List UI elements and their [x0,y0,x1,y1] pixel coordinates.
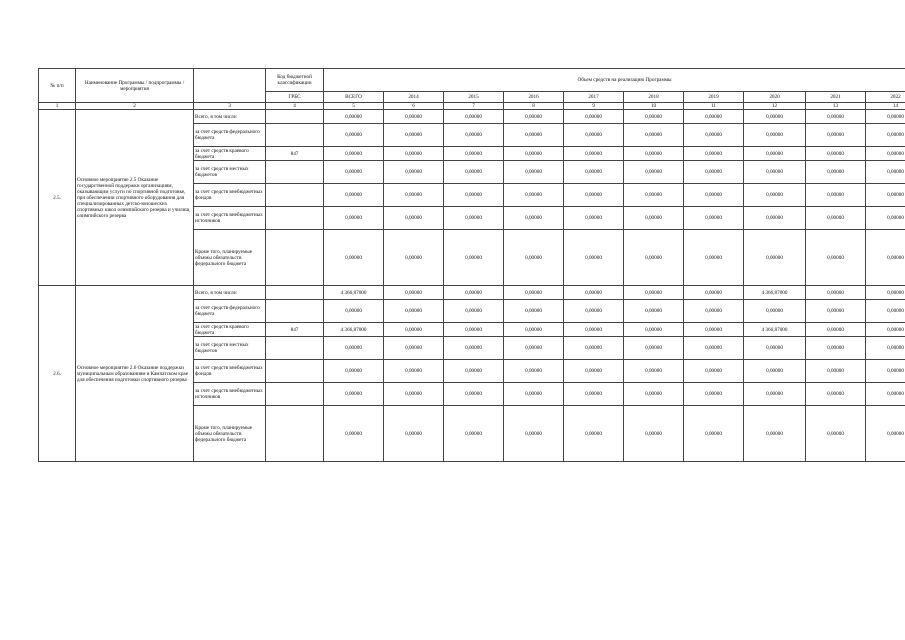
header-col-2021: 2021 [806,92,866,103]
value-year: 0,00000 [744,360,806,383]
value-year: 0,00000 [744,300,806,323]
value-year: 0,00000 [866,124,905,147]
value-year: 0,00000 [564,406,624,462]
value-year: 0,00000 [504,337,564,360]
funding-source: Всего, в том числе: [194,286,266,300]
numbering-cell: 10 [624,103,684,110]
value-year: 0,00000 [504,124,564,147]
value-year: 0,00000 [866,230,905,286]
value-year: 0,00000 [806,383,866,406]
value-year: 0,00000 [684,406,744,462]
value-year: 0,00000 [384,383,444,406]
value-year: 0,00000 [806,207,866,230]
value-year: 0,00000 [806,360,866,383]
value-total: 0,00000 [324,147,384,161]
value-year: 0,00000 [866,300,905,323]
value-year: 0,00000 [744,184,806,207]
value-year: 0,00000 [684,147,744,161]
value-year: 0,00000 [866,286,905,300]
value-year: 0,00000 [444,207,504,230]
value-year: 0,00000 [624,110,684,124]
value-total: 4 366,87000 [324,323,384,337]
value-year: 0,00000 [624,300,684,323]
numbering-cell: 12 [744,103,806,110]
value-year: 0,00000 [806,184,866,207]
numbering-cell: 1 [39,103,76,110]
value-year: 0,00000 [866,184,905,207]
value-total: 0,00000 [324,383,384,406]
numbering-cell: 14 [866,103,905,110]
header-col-2016: 2016 [504,92,564,103]
value-year: 0,00000 [744,161,806,184]
value-year: 0,00000 [444,323,504,337]
value-year: 0,00000 [624,323,684,337]
value-year: 0,00000 [684,323,744,337]
grbs-code [266,161,324,184]
value-total: 0,00000 [324,161,384,184]
value-year: 0,00000 [384,286,444,300]
funding-source: Всего, в том числе: [194,110,266,124]
value-year: 0,00000 [384,207,444,230]
value-year: 0,00000 [444,286,504,300]
value-year: 0,00000 [806,406,866,462]
numbering-cell: 8 [504,103,564,110]
value-year: 0,00000 [684,383,744,406]
grbs-code [266,406,324,462]
numbering-cell: 7 [444,103,504,110]
value-year: 0,00000 [504,323,564,337]
value-total: 4 366,87000 [324,286,384,300]
funding-source: за счет средств краевого бюджета [194,323,266,337]
value-year: 0,00000 [806,110,866,124]
numbering-cell: 4 [266,103,324,110]
value-total: 0,00000 [324,360,384,383]
grbs-code: 847 [266,147,324,161]
value-year: 0,00000 [684,110,744,124]
value-total: 0,00000 [324,337,384,360]
value-year: 0,00000 [866,207,905,230]
value-year: 0,00000 [806,147,866,161]
value-total: 0,00000 [324,230,384,286]
numbering-cell: 13 [806,103,866,110]
value-year: 0,00000 [744,124,806,147]
value-year: 0,00000 [504,300,564,323]
value-year: 0,00000 [504,406,564,462]
value-year: 0,00000 [444,124,504,147]
value-year: 0,00000 [444,230,504,286]
value-year: 0,00000 [504,360,564,383]
table-row [39,110,905,124]
header-empty [194,69,266,103]
funding-source: за счет средств местных бюджетов [194,161,266,184]
value-year: 0,00000 [866,147,905,161]
funding-source: Кроме того, планируемые объемы обязательств федерального бюджета [194,230,266,286]
value-year: 0,00000 [564,337,624,360]
value-total: 0,00000 [324,184,384,207]
value-year: 0,00000 [504,383,564,406]
value-year: 0,00000 [684,337,744,360]
header-funding: Объем средств на реализацию Программы [324,69,905,92]
funding-source: за счет средств федерального бюджета [194,300,266,323]
value-year: 0,00000 [684,161,744,184]
value-year: 0,00000 [444,147,504,161]
value-year: 0,00000 [866,406,905,462]
value-year: 0,00000 [744,383,806,406]
value-year: 0,00000 [444,110,504,124]
value-year: 0,00000 [564,184,624,207]
header-budget-code: Код бюджетной классификации [266,69,324,92]
header-col-2017: 2017 [564,92,624,103]
value-year: 0,00000 [444,406,504,462]
value-total: 0,00000 [324,406,384,462]
value-year: 0,00000 [384,337,444,360]
value-year: 0,00000 [564,300,624,323]
value-year: 0,00000 [564,161,624,184]
grbs-code [266,337,324,360]
header-col-total: ВСЕГО [324,92,384,103]
header-col-2019: 2019 [684,92,744,103]
header-num: № п/п [39,69,76,103]
value-total: 0,00000 [324,110,384,124]
value-year: 0,00000 [624,207,684,230]
value-year: 0,00000 [684,300,744,323]
value-year: 0,00000 [504,286,564,300]
funding-source: Кроме того, планируемые объемы обязательств федерального бюджета [194,406,266,462]
grbs-code [266,383,324,406]
value-year: 0,00000 [624,161,684,184]
value-total: 0,00000 [324,207,384,230]
funding-source: за счет средств внебюджетных источников [194,383,266,406]
program-funding-sheet [38,68,905,462]
value-year: 0,00000 [624,230,684,286]
value-year: 0,00000 [866,383,905,406]
numbering-row [39,103,905,110]
value-year: 0,00000 [684,184,744,207]
value-year: 0,00000 [564,323,624,337]
value-year: 0,00000 [444,300,504,323]
value-year: 0,00000 [384,147,444,161]
program-funding-table [38,68,905,462]
value-year: 0,00000 [564,230,624,286]
value-year: 0,00000 [806,337,866,360]
value-year: 0,00000 [624,383,684,406]
header-name: Наименование Программы / подпрограммы / мероприятия [76,69,194,103]
funding-source: за счет средств федерального бюджета [194,124,266,147]
numbering-cell: 2 [76,103,194,110]
value-year: 0,00000 [384,323,444,337]
value-year: 0,00000 [444,360,504,383]
header-col-2022: 2022 [866,92,905,103]
value-year: 0,00000 [684,286,744,300]
value-year: 0,00000 [564,383,624,406]
value-year: 0,00000 [564,286,624,300]
numbering-cell: 9 [564,103,624,110]
value-year: 0,00000 [504,184,564,207]
value-year: 0,00000 [444,184,504,207]
value-year: 0,00000 [564,360,624,383]
value-total: 0,00000 [324,300,384,323]
numbering-cell: 6 [384,103,444,110]
value-year: 0,00000 [384,161,444,184]
value-year: 0,00000 [806,286,866,300]
value-year: 0,00000 [684,360,744,383]
value-year: 0,00000 [384,406,444,462]
value-year: 0,00000 [806,300,866,323]
numbering-cell: 3 [194,103,266,110]
measure-name: Основное мероприятие 2.6 Оказание поддержки муниципальным образованиям в Камчатском крае для обеспечения подготовки спортивного резерва [76,286,194,462]
value-year: 0,00000 [564,207,624,230]
grbs-code [266,184,324,207]
value-year: 0,00000 [444,383,504,406]
value-year: 0,00000 [384,300,444,323]
value-total: 0,00000 [324,124,384,147]
header-grbs: ГРБС [266,92,324,103]
value-year: 0,00000 [624,337,684,360]
numbering-cell: 11 [684,103,744,110]
value-year: 0,00000 [684,124,744,147]
grbs-code [266,207,324,230]
value-year: 0,00000 [624,184,684,207]
value-year: 0,00000 [866,337,905,360]
value-year: 0,00000 [806,323,866,337]
grbs-code [266,286,324,300]
value-year: 0,00000 [624,147,684,161]
value-year: 0,00000 [806,230,866,286]
measure-name: Основное мероприятие 2.5 Оказание государственной поддержки организациям, оказывающим услуги по спортивной подготовке, при обеспечении спортивного оборудования для специализированных детско-юношеских спортивных школ олимпийского резерва и училищ олимпийского резерва [76,110,194,286]
value-year: 0,00000 [806,124,866,147]
value-year: 0,00000 [384,360,444,383]
grbs-code [266,124,324,147]
value-year: 0,00000 [504,110,564,124]
value-year: 0,00000 [444,337,504,360]
measure-number: 2.5. [39,110,76,286]
value-year: 0,00000 [806,161,866,184]
value-year: 0,00000 [504,147,564,161]
grbs-code [266,360,324,383]
value-year: 0,00000 [866,360,905,383]
value-year: 0,00000 [744,147,806,161]
value-year: 0,00000 [384,230,444,286]
value-year: 0,00000 [866,110,905,124]
numbering-cell: 5 [324,103,384,110]
header-row-top [39,69,905,92]
funding-source: за счет средств краевого бюджета [194,147,266,161]
value-year: 0,00000 [684,207,744,230]
value-year: 4 366,87000 [744,286,806,300]
value-year: 0,00000 [504,207,564,230]
value-year: 0,00000 [684,230,744,286]
value-year: 0,00000 [624,286,684,300]
header-col-2020: 2020 [744,92,806,103]
value-year: 0,00000 [384,124,444,147]
value-year: 0,00000 [744,230,806,286]
value-year: 0,00000 [444,161,504,184]
grbs-code [266,110,324,124]
value-year: 4 366,87000 [744,323,806,337]
value-year: 0,00000 [624,406,684,462]
value-year: 0,00000 [744,207,806,230]
header-col-2015: 2015 [444,92,504,103]
value-year: 0,00000 [624,124,684,147]
value-year: 0,00000 [744,406,806,462]
value-year: 0,00000 [504,230,564,286]
table-row [39,286,905,300]
funding-source: за счет средств внебюджетных фондов [194,184,266,207]
value-year: 0,00000 [866,161,905,184]
value-year: 0,00000 [624,360,684,383]
measure-number: 2.6. [39,286,76,462]
value-year: 0,00000 [744,337,806,360]
funding-source: за счет средств внебюджетных источников [194,207,266,230]
value-year: 0,00000 [384,184,444,207]
header-col-2018: 2018 [624,92,684,103]
value-year: 0,00000 [504,161,564,184]
header-col-2014: 2014 [384,92,444,103]
grbs-code [266,230,324,286]
value-year: 0,00000 [564,110,624,124]
funding-source: за счет средств местных бюджетов [194,337,266,360]
value-year: 0,00000 [564,147,624,161]
grbs-code [266,300,324,323]
funding-source: за счет средств внебюджетных фондов [194,360,266,383]
value-year: 0,00000 [866,323,905,337]
grbs-code: 847 [266,323,324,337]
value-year: 0,00000 [384,110,444,124]
value-year: 0,00000 [564,124,624,147]
value-year: 0,00000 [744,110,806,124]
